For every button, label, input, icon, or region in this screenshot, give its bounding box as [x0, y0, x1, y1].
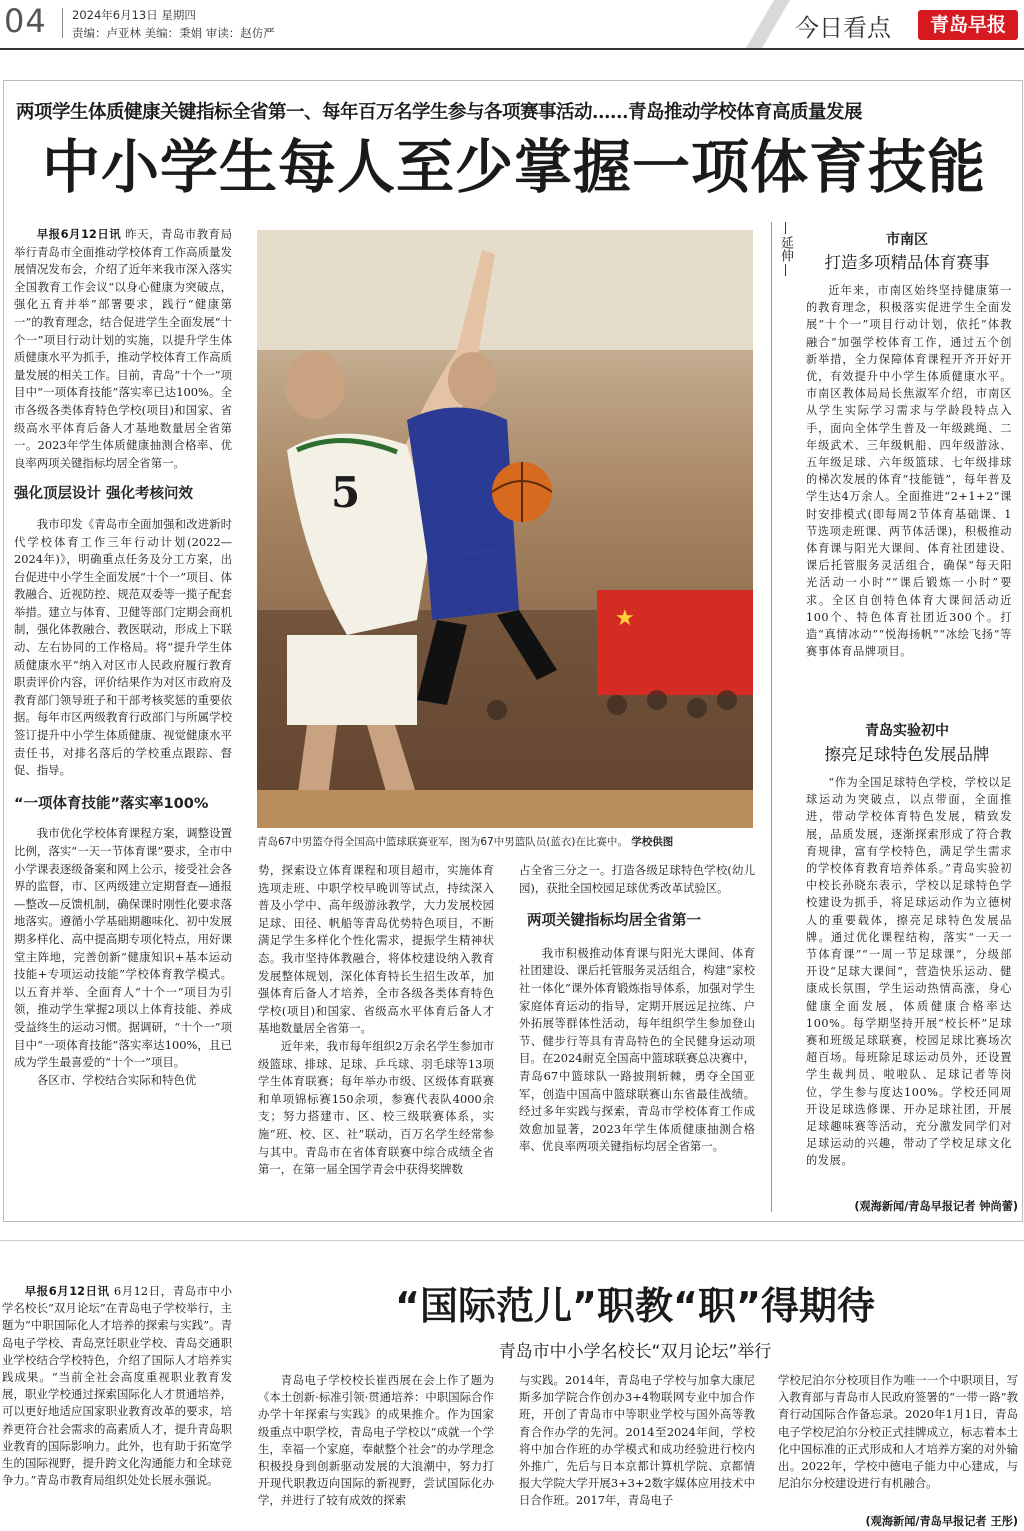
article2-headline: “国际范儿”职教“职”得期待 [395, 1284, 875, 1328]
sidebar-divider [771, 222, 772, 1212]
article1-subhead-3: 两项关键指标均居全省第一 [527, 913, 701, 930]
article1-para-1: 我市印发《青岛市全面加强和改进新时代学校体育工作三年行动计划(2022—2024年)》，明确重点任务及分工方案，出台促进中小学生全面发展“十个一”项目、体教融合、近视防控、规范双委等一揽子配套举措。建立与体育、卫健等部门定期会商机制，强化体教融合、教医联动，形成上下联动、左右协同的工作格局。将“提升学生体质健康水平”纳入对区市人民政府履行教育职责评价内容，评价结果作为对区市政府及教育部门领导班子和干部考核奖惩的重要依据。每年市区两级教育行政部门与所属学校签订提升中小学生体质健康、视觉健康水平责任书，对排名落后的学校重点跟踪、督促、指导。 [14, 516, 232, 778]
article-separator [0, 1240, 1024, 1241]
article1-column-3: 占全省三分之一。打造各级足球特色学校(幼儿园)，获批全国校园足球优秀改革试验区。 两项关键指标均居全省第一 我市积极推动体育课与阳光大课间、体育社团建设、课后托管服务灵活组合，构建“家校社一体化”课外体育锻炼指导体系，加强对学生家庭体育运动的指导，定期开展远足拉练、户外拓展等群体性活动，每年组织学生参加登山节、健步行等具有青岛特色的全民健身运动项目。在2024耐克全国高中篮球联赛总决赛中，青岛67中篮球队一路披荆斩棘，勇夺全国亚军，创造中国高中篮球联赛山东省最佳战绩。经过多年实践与探索，青岛市学校体育工作成效愈加显著，2023年学生体质健康抽测合格率、优良率两项关键指标均居全省第一。 [519, 862, 755, 1214]
header-separator [62, 8, 63, 38]
article1-para-3-start: 各区市、学校结合实际和特色优 [36, 1072, 197, 1087]
header-fold-decoration [740, 0, 790, 48]
article1-left-column [14, 226, 232, 1216]
article1-intro: 早报6月12日讯 昨天，青岛市教育局举行青岛市全面推动学校体育工作高质量发展情况发布会，介绍了近年来我市深入落实全国教育工作会议“以身心健康为突破点，强化五育并举”部署要求，践行“健康第一”的教育理念，结合促进学生全面发展“十个一”项目行动计划的实施，以提升学生体质健康水平为抓手，推动学校体育工作高质量发展的相关工作。目前，青岛“十个一”项目中“一项体育技能”落实率已达100%。全市各级各类体育特色学校(项目)和国家、省级高水平体育后备人才基地数量居全省第一。2023年学生体质健康抽测合格率、优良率两项关键指标均居全省第一。 [14, 227, 232, 470]
svg-text:★: ★ [615, 606, 635, 631]
article2-column-1: 早报6月12日讯 6月12日，青岛市中小学名校长“双月论坛”在青岛电子学校举行，主题为“中职国际化人才培养的探索与实践”。青岛电子学校、青岛烹饪职业学校、青岛交通职业学校结合学校特色，介绍了国际人才培养实践成果。“当前全社会高度重视职业教育发展，职业学校通过探索国际化人才贯通培养，可以更好地适应国家职业教育改革的要求，培养更符合社会需求的高素质人才，提升青岛职业教育的国际影响力。此外，也有助于拓宽学生的国际视野，提升跨文化沟通能力和全球竞争力。”青岛市教育局组织处处长展永强说。 [2, 1284, 232, 1488]
article2-column-3: 与实践。2014年，青岛电子学校与加拿大康尼斯多加学院合作创办3+4物联网专业中加合作班，开创了青岛市中等职业学校与国外高等教育合作办学的先河。2014至2024年间，学校将中加合作班的办学模式和成功经验进行校内外推广，先后与日本京都计算机学院、京都情报大学院大学开展3+3+2数字媒体应用技术中日合作班。2017年，青岛电子 [519, 1373, 755, 1508]
sidebar-section-1-title: 打造多项精品体育赛事 [824, 253, 990, 272]
page-header [0, 0, 1024, 48]
article1-subhead-2: “一项体育技能”落实率100% [14, 795, 209, 812]
sidebar-section-2-place: 青岛实验初中 [865, 723, 949, 739]
brand-logo: 青岛早报 [918, 10, 1018, 40]
sidebar-section-2-text: “作为全国足球特色学校，学校以足球运动为突破点，以点带面，全面推进，带动学校体育特色发展，精致发展，品质发展，逐渐探索形成了符合教育规律，富有学校特色，满足学生需求的学校体育教育培养体系。”青岛实验初中校长孙晓东表示，学校以足球特色学校建设为抓手，将足球运动作为立德树人的重要载体，擦亮足球特色发展品牌。通过优化课程结构，落实“一天一节体育课”“一周一节足球课”，分级部开设“足球大课间”，营造快乐运动、健康成长氛围，学生运动热情高涨，身心健康全面发展，体质健康合格率达100%。每学期坚持开展“校长杯”足球赛和班级足球联赛，校园足球比赛场次超百场。每班除足球运动员外，还设置学生裁判员、啦啦队、足球记者等岗位，学生参与度达100%。学校还同周开设足球选修课、开办足球社团，开展足球趣味赛等活动，充分激发同学们对足球运动的兴趣，带动了学校足球文化的发展。 [806, 776, 1012, 1168]
sidebar-section-1-text: 近年来，市南区始终坚持健康第一的教育理念，积极落实促进学生全面发展“十个一”项目行动计划，依托“体教融合”加强学校体育工作，通过五个创新举措，全力保障体育课程开齐开好开优，有效提升中小学生体质健康水平。市南区教体局局长焦淑军介绍，市南区从学生实际学习需求与学龄段特点入手，面向全体学生普及一年级跳绳、二年级武术、三年级帆船、四年级游泳、五年级足球、六年级篮球、七年级排球的梯次发展的体育“技能链”，每年普及学生达4万余人。全面推进“2+1+2”课时安排模式(即每周2节体育基础课、1节选项走班课、两节体活课)，积极推动体育课与阳光大课间、体育社团建设、课后托管服务灵活组合，确保“每天阳光活动一小时”“课后锻炼一小时”要求。全区自创特色体育大课间活动近100个、特色体育社团近300个。打造“真情冰动”“悦海扬帆”“冰绘飞扬”等赛事体育品牌项目。 [806, 284, 1012, 659]
article2-byline: (观海新闻/青岛早报记者 王彤) [865, 1515, 1018, 1528]
jersey-number: 5 [331, 468, 361, 517]
sidebar-byline: (观海新闻/青岛早报记者 钟尚蕾) [854, 1200, 1018, 1213]
issue-date: 2024年6月13日 星期四 [72, 8, 196, 22]
photo-caption: 青岛67中男篮夺得全国高中篮球联赛亚军，图为67中男篮队员(蓝衣)在比赛中。 学校供图 [257, 836, 674, 848]
article1-headline: 中小学生每人至少掌握一项体育技能 [41, 133, 986, 201]
editor-credits: 责编：卢亚林 美编：秉娟 审读：赵仿严 [72, 26, 275, 40]
photo-credit: 学校供图 [631, 836, 674, 848]
section-title: 今日看点 [795, 14, 891, 42]
page-number: 04 [4, 2, 47, 40]
article2-column-2: 青岛电子学校校长崔西展在会上作了题为《本土创新·标准引领·贯通培养：中职国际合作办学十年探索与实践》的成果推介。作为国家级重点中职学校，青岛电子学校以“成就一个学生，幸福一个家庭，奉献整个社会”的办学理念积极投身到创新驱动发展的大浪潮中，努力打开现代职教迈向国际的新视野，尝试国际化办学，并进行了较有成效的探索 [258, 1373, 494, 1508]
article1-para-3-cont: 势，探索设立体育课程和项目超市，实施体育选项走班、中职学校早晚训等试点，持续深入普及小学中、高年级游泳教学，大力发展校园足球、田径、帆船等青岛优势特色项目，不断满足学生多样化个性化需求，提振学生精神状态。我市坚持体教融合，将体校建设纳入教育发展整体规划，深化体育特长生招生改革，加强体育后备人才培养，全市各级各类体育特色学校(项目)和国家、省级高水平体育后备人才基地数量居全省第一。 [258, 863, 494, 1036]
article2-subhead: 青岛市中小学名校长“双月论坛”举行 [498, 1342, 772, 1362]
article1-column-2 [258, 862, 494, 1214]
article1-para-4: 近年来，我市每年组织2万余名学生参加市级篮球、排球、足球、乒乓球、羽毛球等13项学生体育联赛；每年举办市级、区级体育联赛和单项锦标赛150余项，参赛代表队4000余支；努力搭建市、区、校三级联赛体系，实施“班、校、区、社”联动，百万名学生经常参与其中。青岛市在省体育联赛中综合成绩全省第一，在第一届全国学青会中获得奖牌数 [258, 1038, 494, 1177]
basketball-photo-art [257, 230, 753, 828]
header-rule [0, 48, 1024, 50]
article1-kicker: 两项学生体质健康关键指标全省第一、每年百万名学生参与各项赛事活动……青岛推动学校体育高质量发展 [16, 102, 863, 123]
article1-para-5: 我市积极推动体育课与阳光大课间、体育社团建设、课后托管服务灵活组合，构建“家校社一体化”课外体育锻炼指导体系，加强对学生家庭体育运动的指导，定期开展远足拉练、户外拓展等群体性活动，每年组织学生参加登山节、健步行等具有青岛特色的全民健身运动项目。在2024耐克全国高中篮球联赛总决赛中，青岛67中篮球队一路披荆斩棘，勇夺全国亚军，创造中国高中篮球联赛山东省最佳战绩。经过多年实践与探索，青岛市学校体育工作成效愈加显著，2023年学生体质健康抽测合格率、优良率两项关键指标均居全省第一。 [519, 945, 755, 1154]
article1-subhead-1: 强化顶层设计 强化考核问效 [14, 486, 194, 503]
article1-dateline: 早报6月12日讯 [36, 227, 122, 241]
article2-dateline: 早报6月12日讯 [24, 1284, 110, 1298]
basketball-photo [257, 230, 753, 828]
article1-para-2: 我市优化学校体育课程方案，调整设置比例，落实“一天一节体育课”要求，全市中小学课表逐级备案和网上公示，接受社会各界的监督，市、区两级建立定期督查—通报—整改—反馈机制，确保课时刚性化要求落地落实。遵循小学基础期趣味化、初中发展期多样化、高中提高期专项化特点，用好课堂主阵地，完善创新“健康知识+基本运动技能+专项运动技能”学校体育教学模式。以五育并举、全面育人“十个一”项目为引领，推动学生掌握2项以上体育技能、养成受益终生的运动习惯。据调研，“十个一”项目中“一项体育技能”落实率达100%，且已成为学生最喜爱的“十个一”项目。 [14, 826, 232, 1070]
sidebar-tag: 延伸 [776, 222, 794, 276]
sidebar-section-2-title: 擦亮足球特色发展品牌 [824, 745, 990, 764]
article2-column-4: 学校尼泊尔分校项目作为唯一一个中职项目，写入教育部与青岛市人民政府签署的“一带一路”教育行动国际合作备忘录。2020年1月1日，青岛电子学校尼泊尔分校正式挂牌成立，标志着本土化中国标准的正式形成和人才培养方案的对外输出。2022年，学校中德电子能力中心建成，与尼泊尔分校建设进行有机融合。 [778, 1373, 1018, 1491]
sidebar-section-1-place: 市南区 [886, 232, 928, 248]
